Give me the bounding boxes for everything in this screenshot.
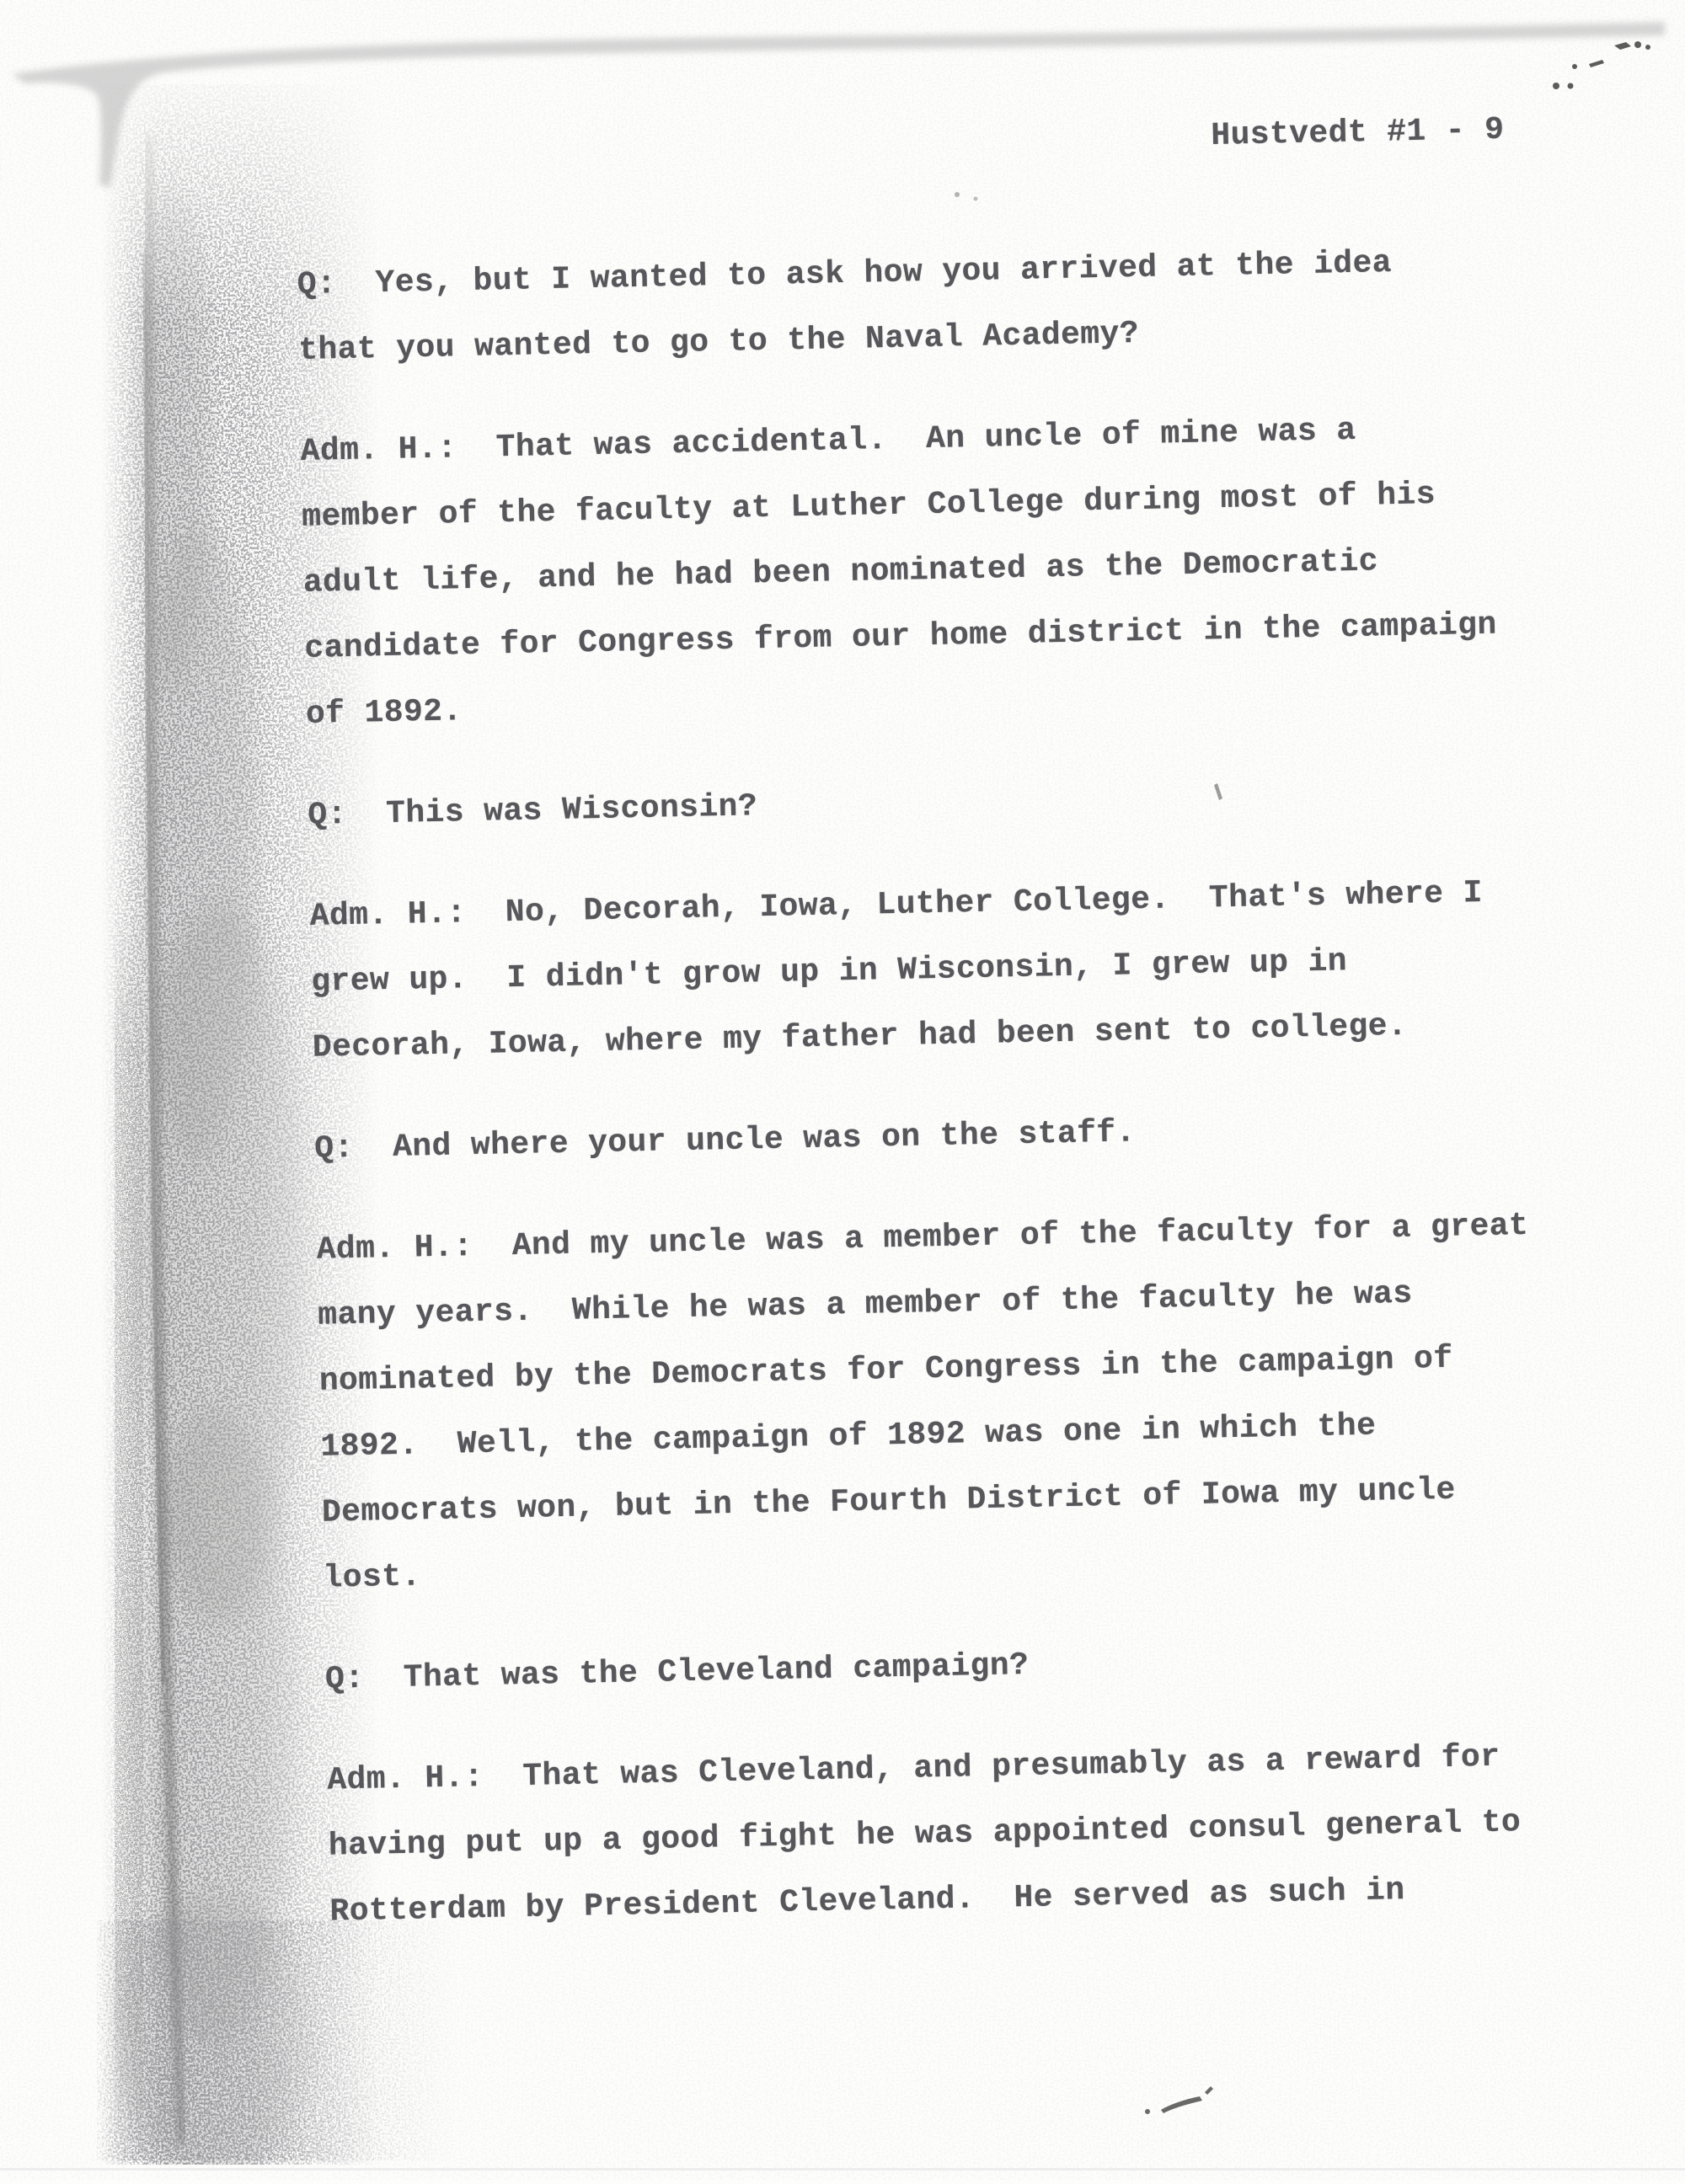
- transcript-line: Q: This was Wisconsin?: [307, 788, 758, 834]
- bottom-edge-line: [0, 2168, 1685, 2171]
- transcript: [297, 227, 1595, 1981]
- transcript-line: Decorah, Iowa, where my father had been sent to college.: [312, 1007, 1408, 1066]
- transcript-line: 1892. Well, the campaign of 1892 was one in which the: [320, 1407, 1377, 1466]
- transcript-line: that you wanted to go to the Naval Academy?: [297, 315, 1140, 369]
- answer-paragraph: [300, 394, 1570, 748]
- question-paragraph: [297, 227, 1563, 384]
- transcript-line: of 1892.: [305, 693, 463, 733]
- transcript-line: Adm. H.: No, Decorah, Iowa, Luther College. That's where I: [309, 874, 1484, 935]
- transcript-line: grew up. I didn't grow up in Wisconsin, I grew up in: [310, 943, 1348, 1001]
- question-paragraph: [308, 758, 1572, 849]
- answer-paragraph: [316, 1193, 1587, 1612]
- transcript-line: lost.: [323, 1558, 422, 1597]
- transcript-line: many years. While he was a member of the faculty he was: [317, 1275, 1413, 1334]
- answer-paragraph: [309, 859, 1576, 1081]
- transcript-line: candidate for Congress from our home district in the campaign: [304, 606, 1498, 667]
- transcript-line: adult life, and he had been nominated as the Democratic: [302, 543, 1379, 601]
- page-header: Hustvedt #1 - 9: [1211, 111, 1505, 154]
- transcript-line: Adm. H.: And my uncle was a member of the faculty for a great: [316, 1207, 1529, 1268]
- transcript-line: Q: And where your uncle was on the staff.: [313, 1114, 1137, 1167]
- question-paragraph: [324, 1622, 1589, 1713]
- transcript-line: nominated by the Democrats for Congress in the campaign of: [318, 1340, 1453, 1400]
- transcript-line: having put up a good fight he was appointed consul general to: [328, 1804, 1522, 1865]
- answer-paragraph: [327, 1723, 1594, 1946]
- transcript-line: Adm. H.: That was Cleveland, and presumably as a reward for: [326, 1738, 1500, 1799]
- question-paragraph: [314, 1092, 1579, 1183]
- transcript-line: Adm. H.: That was accidental. An uncle of mine was a: [300, 412, 1356, 470]
- transcript-line: Rotterdam by President Cleveland. He served as such in: [329, 1872, 1405, 1930]
- transcript-line: Democrats won, but in the Fourth District of Iowa my uncle: [321, 1471, 1457, 1531]
- transcript-line: Q: Yes, but I wanted to ask how you arrived at the idea: [297, 244, 1393, 303]
- transcript-line: Q: That was the Cleveland campaign?: [324, 1647, 1030, 1698]
- transcript-line: member of the faculty at Luther College during most of his: [301, 476, 1436, 536]
